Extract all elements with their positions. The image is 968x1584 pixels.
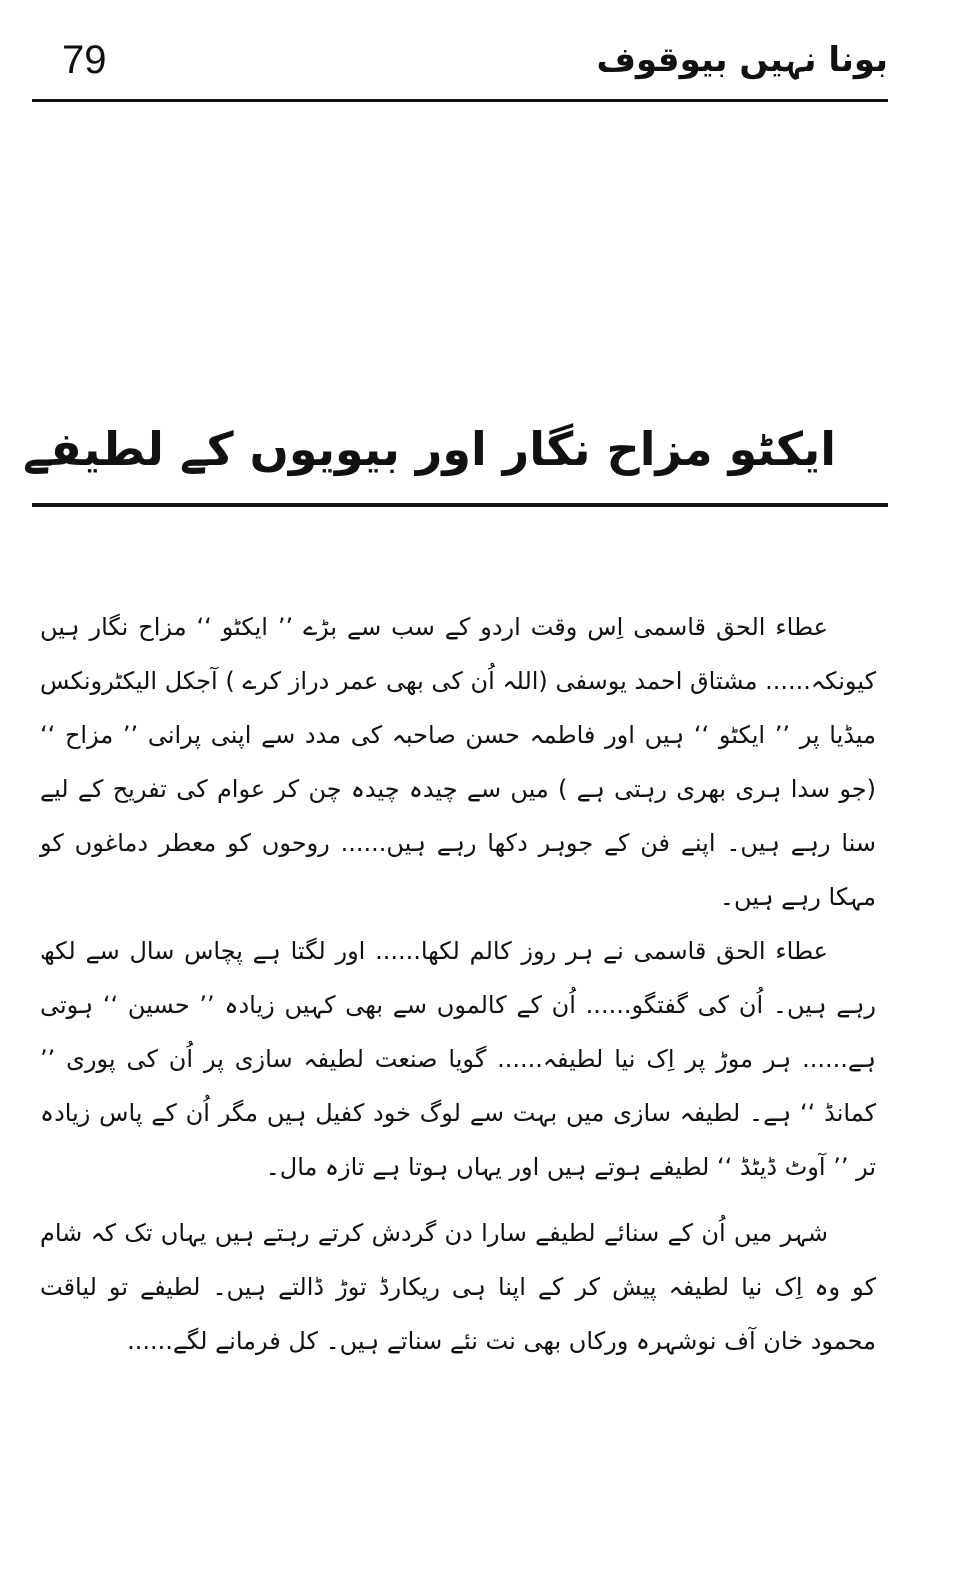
- header-rule: [32, 99, 888, 102]
- chapter-title: ایکٹو مزاح نگار اور بیویوں کے لطیفے: [22, 422, 836, 476]
- title-rule: [32, 503, 888, 507]
- body-text: [40, 600, 876, 1368]
- paragraph-2: عطاء الحق قاسمی نے ہر روز کالم لکھا...... اور لگتا ہے پچاس سال سے لکھ رہے ہیں۔ اُن کی گفتگو...... اُن کے کالموں سے بھی کہیں زیادہ ’’ حسین ‘‘ ہوتی ہے...... ہر موڑ پر اِک نیا لطیفہ...... گویا صنعت لطیفہ سازی پر اُن کی پوری ’’ کمانڈ ‘‘ ہے۔ لطیفہ سازی میں بہت سے لوگ خود کفیل ہیں مگر اُن کے پاس زیادہ تر ’’ آوٹ ڈیٹڈ ‘‘ لطیفے ہوتے ہیں اور یہاں ہوتا ہے تازہ مال۔: [40, 937, 876, 1181]
- running-title: بونا نہیں بیوقوف: [596, 40, 888, 80]
- paragraph-3: شہر میں اُن کے سنائے لطیفے سارا دن گردش کرتے رہتے ہیں یہاں تک کہ شام کو وہ اِک نیا لطیفہ پیش کر کے اپنا ہی ریکارڈ توڑ ڈالتے ہیں۔ لطیفے تو لیاقت محمود خان آف نوشہرہ ورکاں بھی نت نئے سناتے ہیں۔ کل فرمانے لگے......: [40, 1219, 876, 1355]
- page-number: 79: [62, 38, 107, 82]
- paragraph-1: عطاء الحق قاسمی اِس وقت اردو کے سب سے بڑے ’’ ایکٹو ‘‘ مزاح نگار ہیں کیونکہ...... مشتاق احمد یوسفی (اللہ اُن کی بھی عمر دراز کرے ) آجکل الیکٹرونکس میڈیا پر ’’ ایکٹو ‘‘ ہیں اور فاطمہ حسن صاحبہ کی مدد سے اپنی پرانی ’’ مزاح ‘‘ (جو سدا ہری بھری رہتی ہے ) میں سے چیدہ چیدہ چن کر عوام کی تفریح کے لیے سنا رہے ہیں۔ اپنے فن کے جوہر دکھا رہے ہیں...... روحوں کو معطر دماغوں کو مہکا رہے ہیں۔: [40, 613, 876, 911]
